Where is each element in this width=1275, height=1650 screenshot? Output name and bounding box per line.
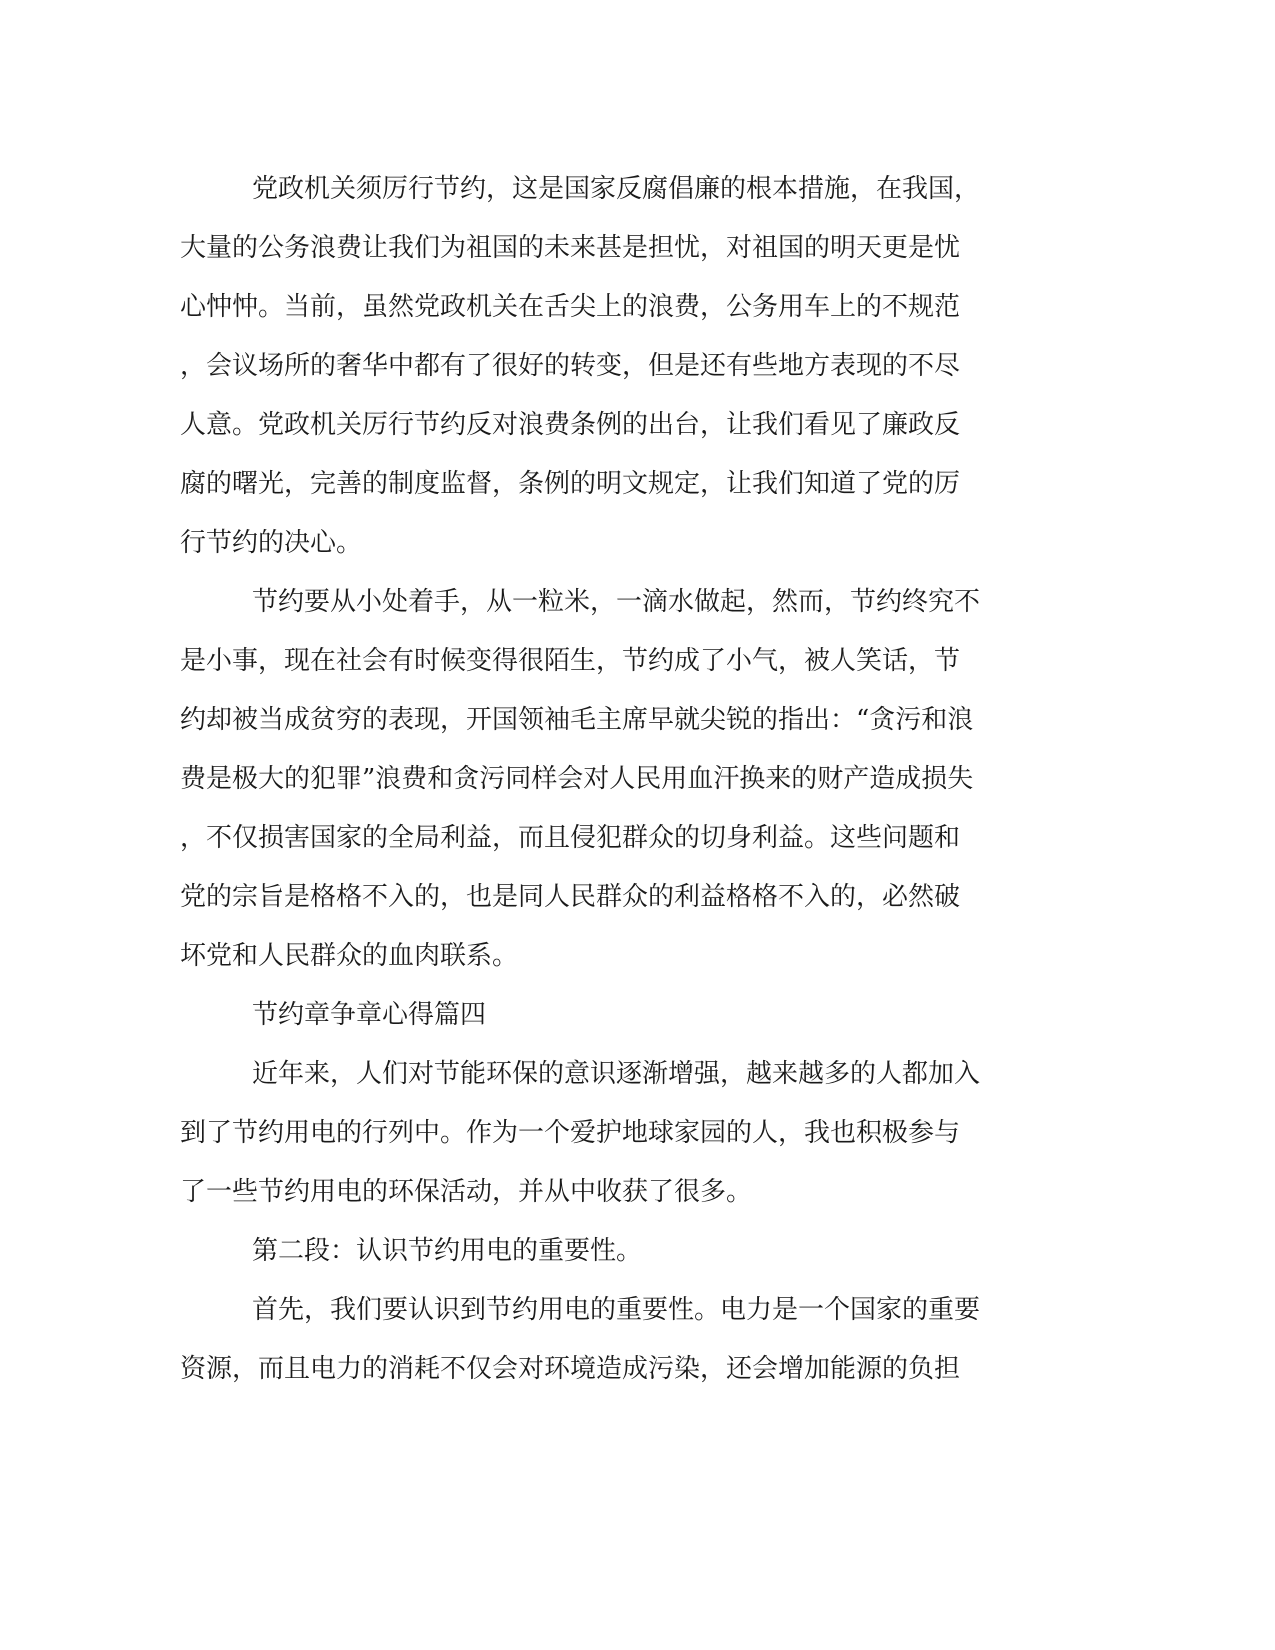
paragraph-2-line-1: 节约要从小处着手，从一粒米，一滴水做起，然而，节约终究不 (252, 587, 981, 617)
paragraph-1-line-5: 人意。党政机关厉行节约反对浪费条例的出台，让我们看见了廉政反 (180, 410, 961, 440)
paragraph-2-line-3: 约却被当成贫穷的表现，开国领袖毛主席早就尖锐的指出：“贪污和浪 (180, 705, 974, 735)
paragraph-3-line-3: 了一些节约用电的环保活动，并从中收获了很多。 (180, 1177, 753, 1207)
paragraph-1-line-1: 党政机关须厉行节约，这是国家反腐倡廉的根本措施，在我国， (252, 174, 981, 204)
paragraph-3-line-2: 到了节约用电的行列中。作为一个爱护地球家园的人，我也积极参与 (180, 1118, 961, 1148)
paragraph-2-line-2: 是小事，现在社会有时候变得很陌生，节约成了小气，被人笑话，节 (180, 646, 961, 676)
paragraph-3-line-1: 近年来，人们对节能环保的意识逐渐增强，越来越多的人都加入 (252, 1059, 981, 1089)
paragraph-4-line-1: 首先，我们要认识到节约用电的重要性。电力是一个国家的重要 (252, 1295, 981, 1325)
paragraph-1-line-7: 行节约的决心。 (180, 528, 363, 558)
paragraph-2-line-6: 党的宗旨是格格不入的，也是同人民群众的利益格格不入的，必然破 (180, 882, 961, 912)
paragraph-1-line-4: ，会议场所的奢华中都有了很好的转变，但是还有些地方表现的不尽 (180, 351, 961, 381)
document-body (180, 160, 1040, 1399)
paragraph-2-line-4: 费是极大的犯罪”浪费和贪污同样会对人民用血汗换来的财产造成损失 (180, 764, 974, 794)
paragraph-2-line-5: ，不仅损害国家的全局利益，而且侵犯群众的切身利益。这些问题和 (180, 823, 961, 853)
section-heading: 节约章争章心得篇四 (252, 1000, 487, 1030)
paragraph-1-line-3: 心忡忡。当前，虽然党政机关在舌尖上的浪费，公务用车上的不规范 (180, 292, 961, 322)
paragraph-2-line-7: 坏党和人民群众的血肉联系。 (180, 941, 519, 971)
paragraph-1-line-2: 大量的公务浪费让我们为祖国的未来甚是担忧，对祖国的明天更是忧 (180, 233, 961, 263)
paragraph-4-line-2: 资源，而且电力的消耗不仅会对环境造成污染，还会增加能源的负担 (180, 1354, 961, 1384)
subsection-heading: 第二段：认识节约用电的重要性。 (252, 1236, 643, 1266)
paragraph-1-line-6: 腐的曙光，完善的制度监督，条例的明文规定，让我们知道了党的厉 (180, 469, 961, 499)
